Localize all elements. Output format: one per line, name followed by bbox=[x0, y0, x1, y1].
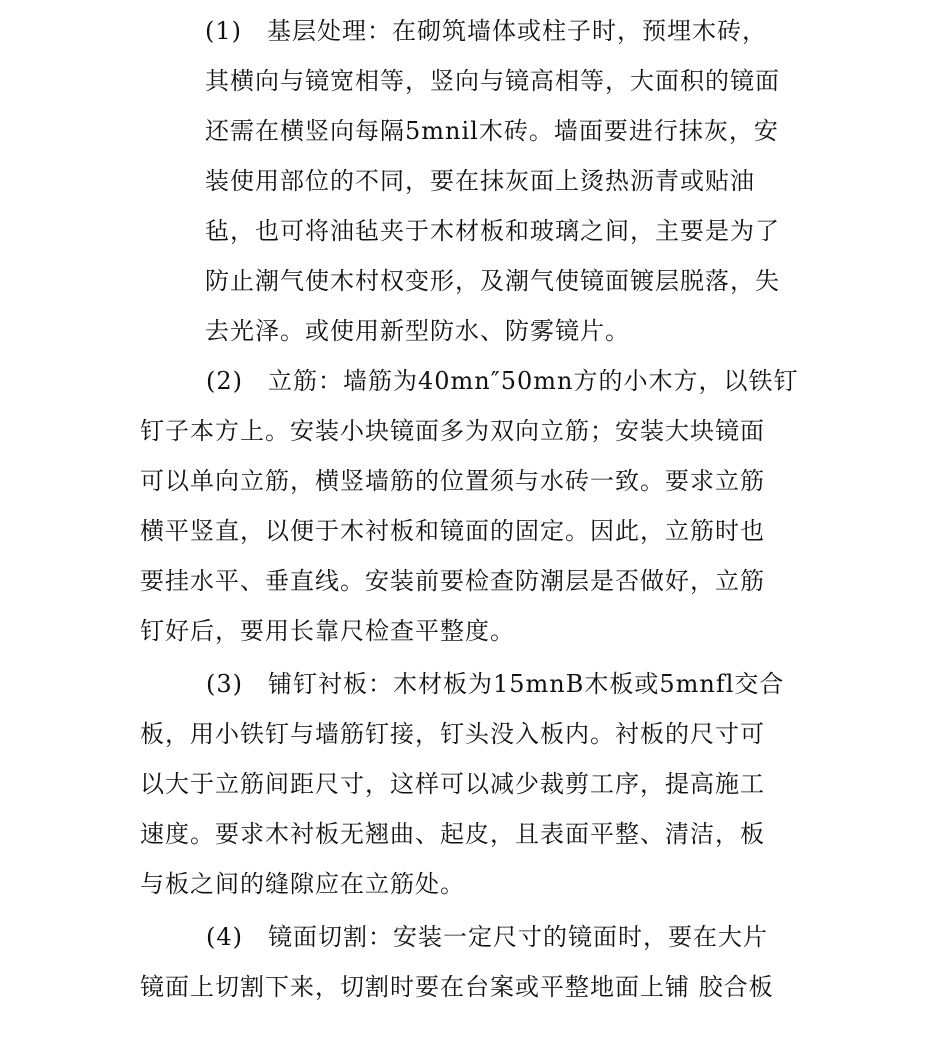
text-line: 其横向与镜宽相等，竖向与镜高相等，大面积的镜面 bbox=[205, 67, 780, 95]
text-line: 钉子本方上。安装小块镜面多为双向立筋；安装大块镜面 bbox=[140, 417, 765, 445]
text-line: 以大于立筋间距尺寸，这样可以减少裁剪工序，提高施工 bbox=[140, 770, 765, 798]
text-line: 横平竖直，以便于木衬板和镜面的固定。因此，立筋时也 bbox=[140, 517, 765, 545]
text-line: 去光泽。或使用新型防水、防雾镜片。 bbox=[205, 317, 630, 345]
text-line: (4) 镜面切割：安装一定尺寸的镜面时，要在大片 bbox=[206, 923, 768, 951]
text-line: 可以单向立筋，横竖墙筋的位置须与水砖一致。要求立筋 bbox=[140, 467, 765, 495]
text-line: (3) 铺钉衬板：木材板为15mnB木板或5mnfl交合 bbox=[206, 670, 785, 698]
text-line: 毡，也可将油毡夹于木材板和玻璃之间，主要是为了 bbox=[205, 217, 780, 245]
text-line: 钉好后，要用长靠尺检查平整度。 bbox=[140, 617, 515, 645]
text-line: 速度。要求木衬板无翘曲、起皮，且表面平整、清洁，板 bbox=[140, 820, 765, 848]
text-line: 要挂水平、垂直线。安装前要检查防潮层是否做好，立筋 bbox=[140, 567, 765, 595]
text-line: (2) 立筋：墙筋为40mn″50mn方的小木方，以铁钉 bbox=[206, 367, 799, 395]
text-line: 与板之间的缝隙应在立筋处。 bbox=[140, 870, 465, 898]
text-line: 镜面上切割下来，切割时要在台案或平整地面上铺 胶合板 bbox=[140, 973, 774, 1001]
text-line: 板，用小铁钉与墙筋钉接，钉头没入板内。衬板的尺寸可 bbox=[140, 720, 765, 748]
text-line: (1) 基层处理：在砌筑墙体或柱子时，预埋木砖， bbox=[205, 17, 767, 45]
text-line: 还需在横竖向每隔5mnil木砖。墙面要进行抹灰，安 bbox=[205, 117, 779, 145]
text-line: 防止潮气使木村权变形，及潮气使镜面镀层脱落，失 bbox=[205, 267, 780, 295]
text-line: 装使用部位的不同，要在抹灰面上烫热沥青或贴油 bbox=[205, 167, 755, 195]
